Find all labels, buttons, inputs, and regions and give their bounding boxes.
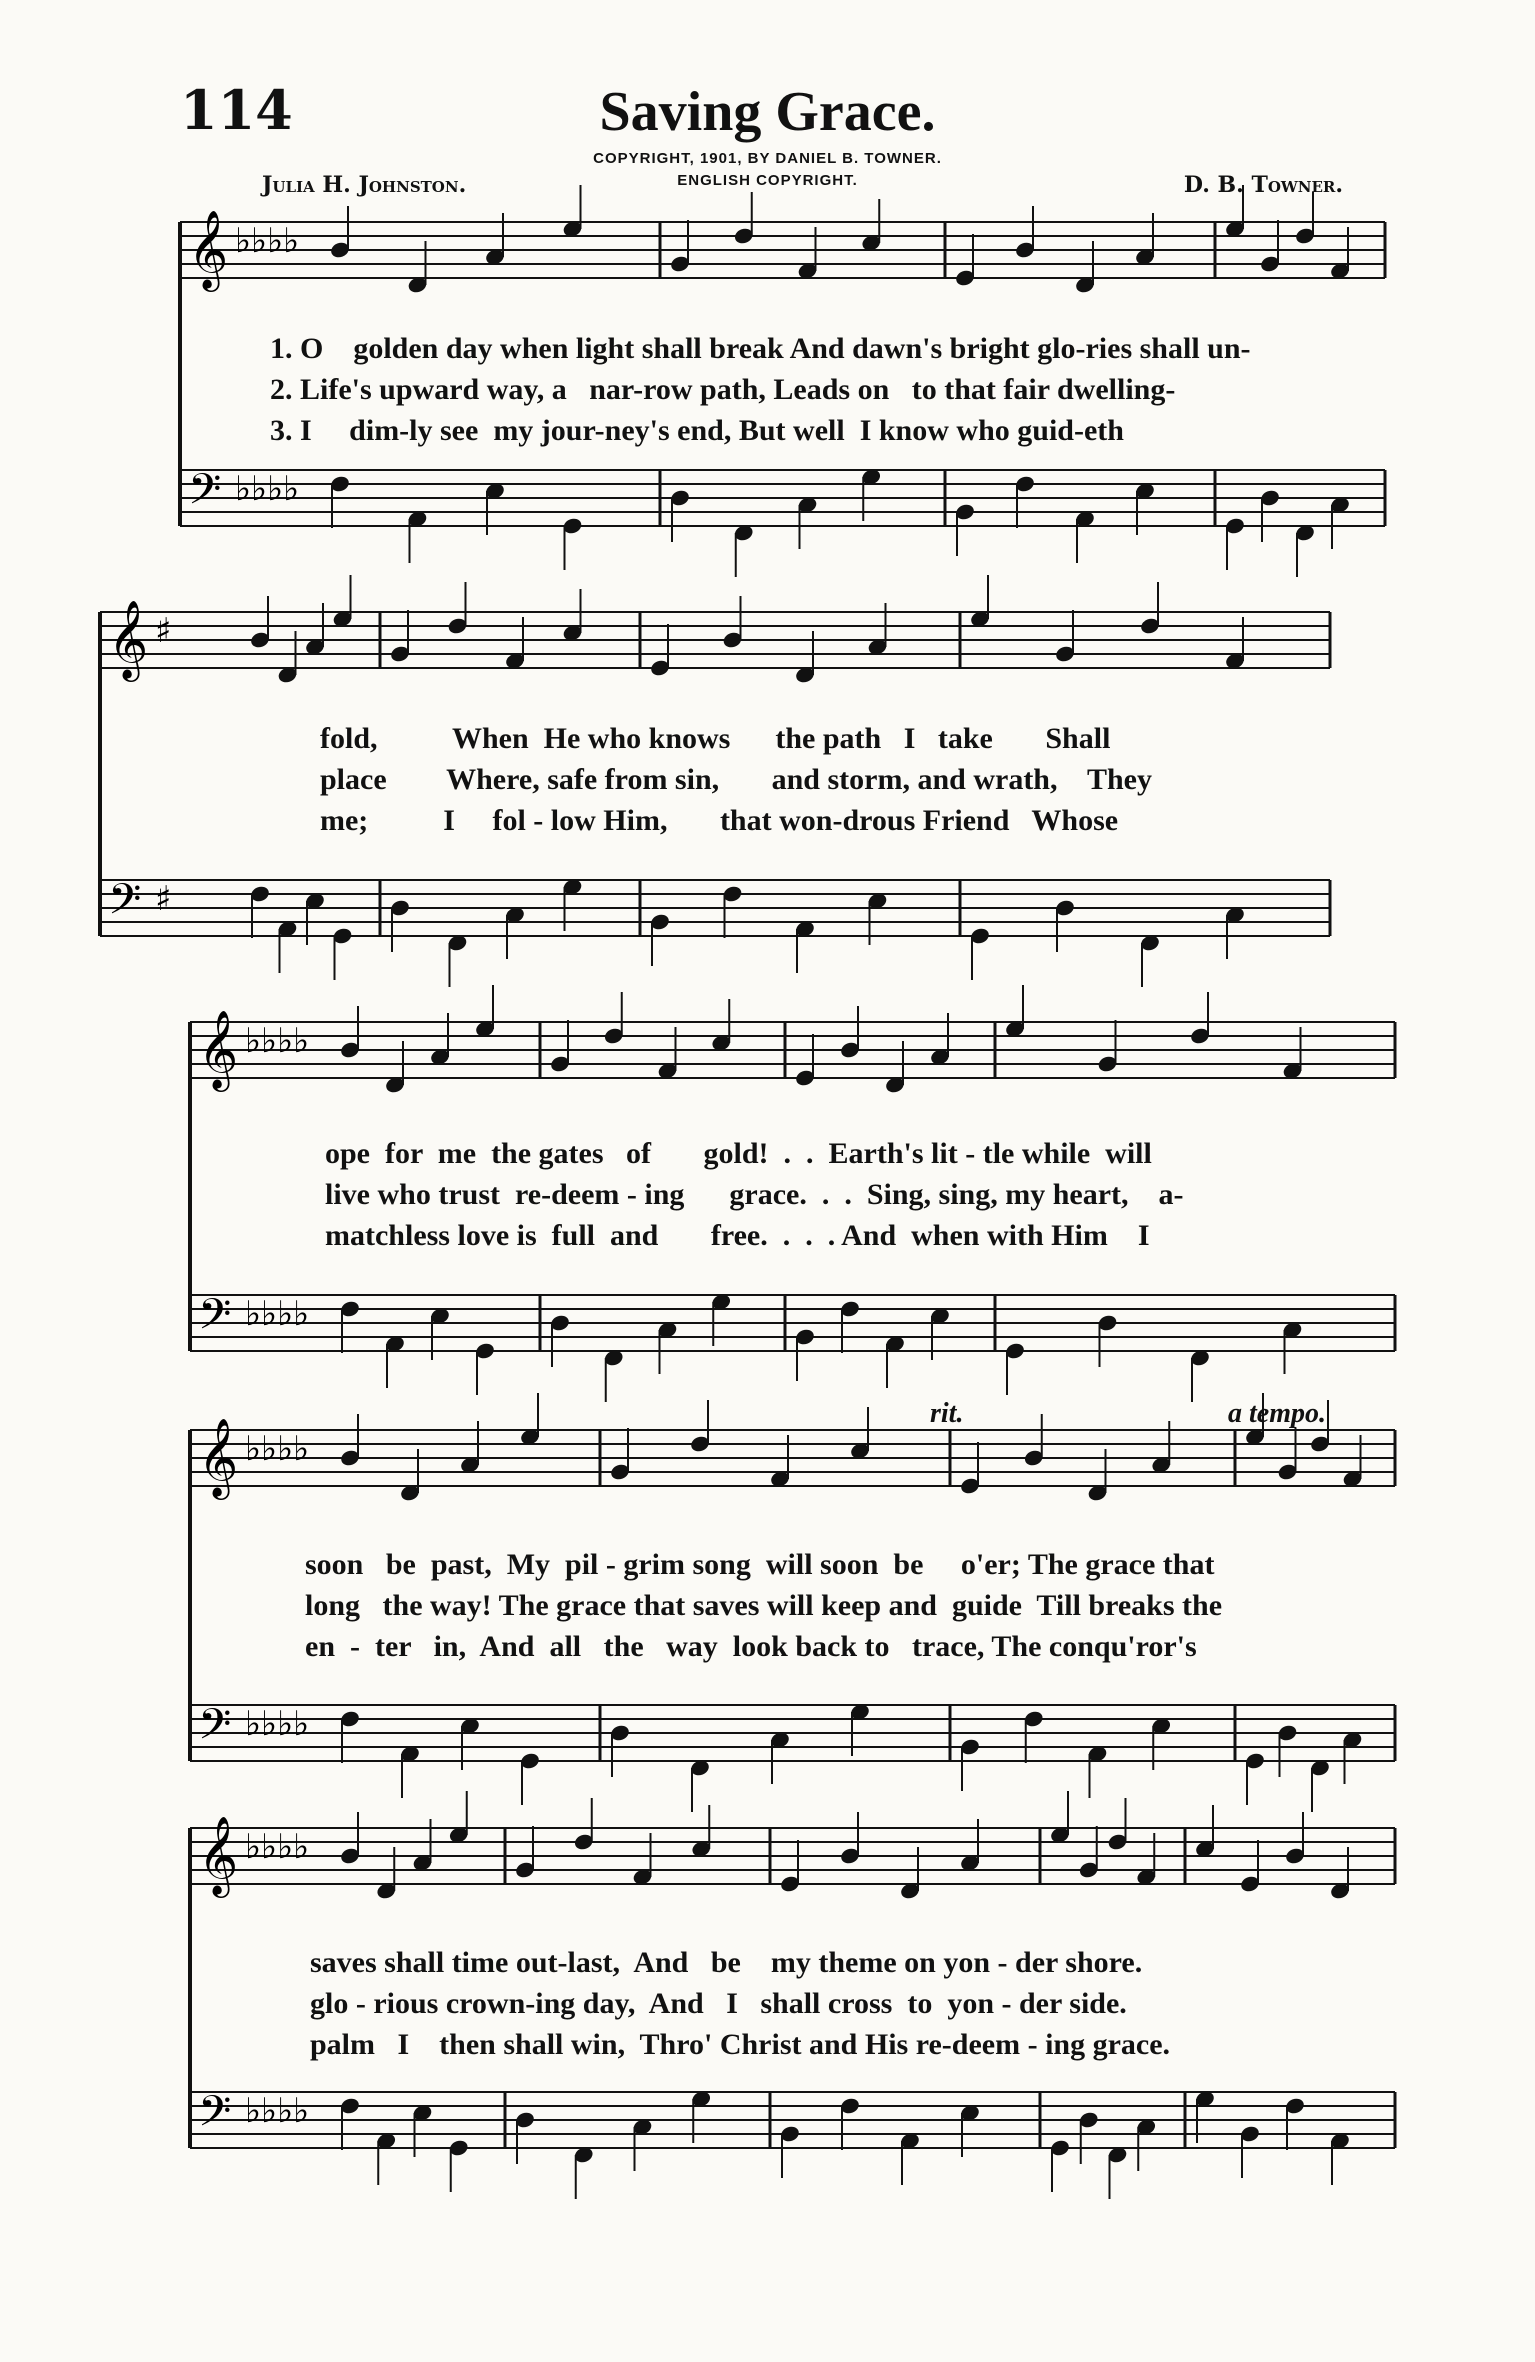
system-2-verse-2: place Where, safe from sin, and storm, and wrath, They xyxy=(320,763,1152,796)
bass-clef-icon: 𝄢 xyxy=(108,875,142,935)
system-1-verse-3: 3. I dim-ly see my jour-ney's end, But well I know who guid-eth xyxy=(270,414,1124,447)
page-number: 114 xyxy=(180,78,293,142)
lyricist-credit: Julia H. Johnston. xyxy=(262,172,467,198)
a-tempo-marking: a tempo. xyxy=(1228,1398,1326,1429)
system-1-verse-1: 1. O golden day when light shall break And dawn's bright glo-ries shall un- xyxy=(270,332,1251,365)
copyright-notice: COPYRIGHT, 1901, BY DANIEL B. TOWNER. xyxy=(593,150,942,167)
treble-clef-icon: 𝄞 xyxy=(198,1816,239,1895)
system-4-verse-2: long the way! The grace that saves will keep and guide Till breaks the xyxy=(305,1589,1223,1622)
system-5-verse-1: saves shall time out-last, And be my theme on yon - der shore. xyxy=(310,1946,1143,1979)
treble-clef-icon: 𝄞 xyxy=(198,1418,239,1497)
bass-clef-icon: 𝄢 xyxy=(188,465,222,525)
hymn-title: Saving Grace. xyxy=(599,81,936,143)
key-signature-icon: ♭♭♭♭ xyxy=(245,1429,310,1469)
key-signature-icon: ♭♭♭♭ xyxy=(245,1021,310,1061)
system-4-verse-3: en - ter in, And all the way look back to trace, The conqu'ror's xyxy=(305,1630,1197,1663)
key-signature-icon: ♭♭♭♭ xyxy=(245,1827,310,1867)
system-5-verse-3: palm I then shall win, Thro' Christ and His re-deem - ing grace. xyxy=(310,2028,1171,2061)
treble-clef-icon: 𝄞 xyxy=(198,1010,239,1089)
treble-clef-icon: 𝄞 xyxy=(188,210,229,289)
bass-clef-icon: 𝄢 xyxy=(198,2087,232,2147)
system-2-verse-1: fold, When He who knows the path I take Shall xyxy=(320,722,1111,755)
key-signature-icon: ♯ xyxy=(155,879,172,919)
system-4-verse-1: soon be past, My pil - grim song will soon be o'er; The grace that xyxy=(305,1548,1215,1581)
key-signature-icon: ♭♭♭♭ xyxy=(245,1294,310,1334)
system-3-verse-1: ope for me the gates of gold! . . Earth's lit - tle while will xyxy=(325,1137,1152,1170)
english-copyright-notice: ENGLISH COPYRIGHT. xyxy=(677,172,858,189)
system-1-verse-2: 2. Life's upward way, a nar-row path, Leads on to that fair dwelling- xyxy=(270,373,1176,406)
composer-credit: D. B. Towner. xyxy=(1183,172,1343,198)
key-signature-icon: ♭♭♭♭ xyxy=(245,1704,310,1744)
bass-clef-icon: 𝄢 xyxy=(198,1290,232,1350)
key-signature-icon: ♭♭♭♭ xyxy=(235,469,300,509)
treble-clef-icon: 𝄞 xyxy=(108,600,149,679)
system-2-verse-3: me; I fol - low Him, that won-drous Friend Whose xyxy=(320,804,1119,837)
system-5-verse-2: glo - rious crown-ing day, And I shall cross to yon - der side. xyxy=(310,1987,1127,2020)
key-signature-icon: ♯ xyxy=(155,611,172,651)
ritardando-marking: rit. xyxy=(930,1398,964,1429)
key-signature-icon: ♭♭♭♭ xyxy=(235,221,300,261)
system-3-verse-2: live who trust re-deem - ing grace. . . Sing, sing, my heart, a- xyxy=(325,1178,1184,1211)
system-3-verse-3: matchless love is full and free. . . . And when with Him I xyxy=(325,1219,1150,1252)
bass-clef-icon: 𝄢 xyxy=(198,1700,232,1760)
key-signature-icon: ♭♭♭♭ xyxy=(245,2091,310,2131)
